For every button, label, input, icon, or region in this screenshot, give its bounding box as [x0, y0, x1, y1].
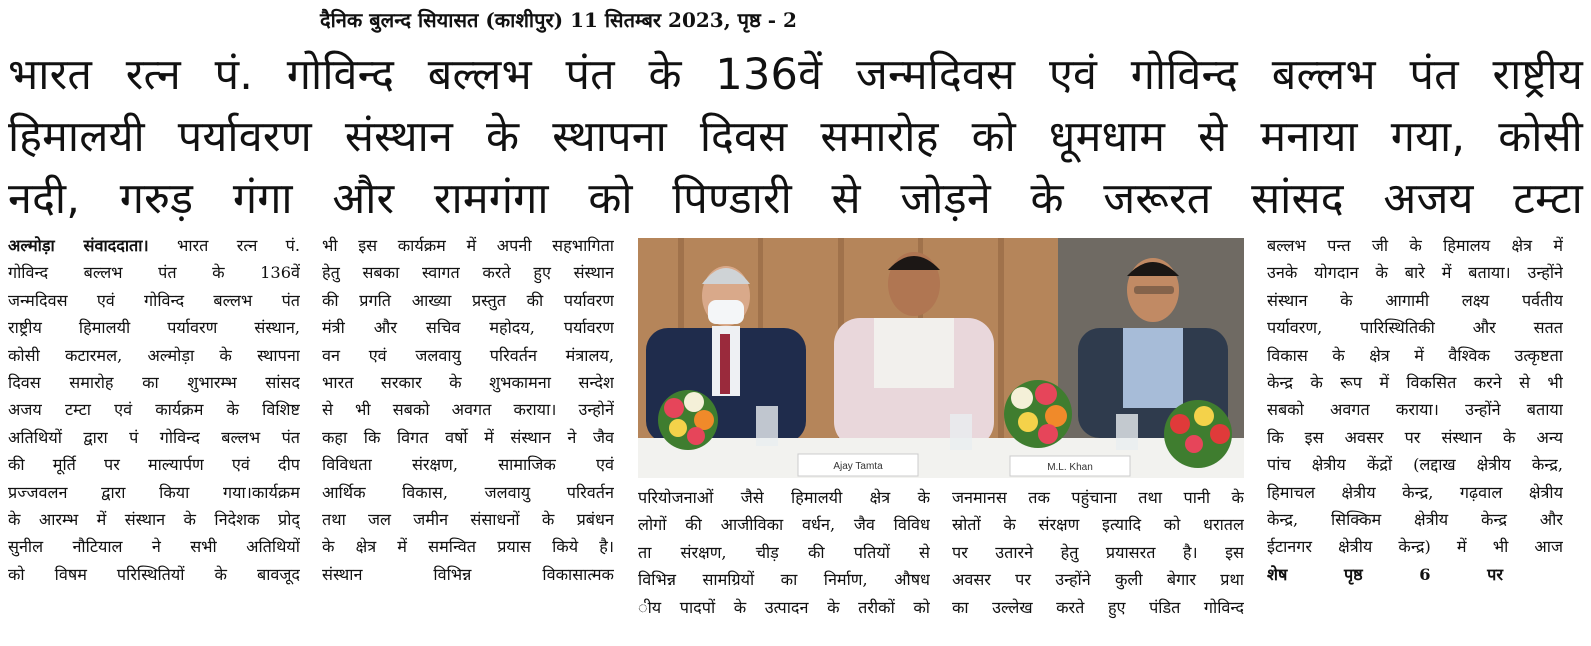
- column-line: भारत सरकार के शुभकामना सन्देश: [322, 372, 614, 392]
- event-photo-illustration: [638, 238, 1244, 478]
- newspaper-masthead: दैनिक बुलन्द सियासत (काशीपुर) 11 सितम्बर 2023, पृष्ठ - 2: [320, 8, 797, 32]
- column-line: राष्ट्रीय हिमालयी पर्यावरण संस्थान,: [8, 318, 300, 338]
- headline-line-1: भारत रत्न पं. गोविन्द बल्लभ पंत के 136वें जन्मदिवस एवं गोविन्द बल्लभ पंत राष्ट्रीय: [8, 50, 1583, 100]
- column-line: ीय पादपों के उत्पादन के तरीकों को: [638, 597, 930, 617]
- column-line: दिवस समारोह का शुभारम्भ सांसद: [8, 372, 300, 392]
- column-line: उनके योगदान के बारे में बताया। उन्होंने: [1267, 263, 1563, 283]
- column-line: भी इस कार्यक्रम में अपनी सहभागिता: [322, 236, 614, 255]
- column-line: ईटानगर क्षेत्रीय केन्द्र) में भी आज: [1267, 537, 1563, 557]
- article-column-4: [952, 484, 1244, 621]
- column-line: जनमानस तक पहुंचाना तथा पानी के: [952, 488, 1244, 507]
- headline-line-3: नदी, गरुड़ गंगा और रामगंगा को पिण्डारी से जोड़ने के जरूरत सांसद अजय टम्टा: [8, 174, 1583, 224]
- column-line: लोगों की आजीविका वर्धन, जैव विविध: [638, 515, 930, 535]
- column-line: पर्यावरण, पारिस्थितिकी और सतत: [1267, 318, 1563, 338]
- column-line: विकास के क्षेत्र में वैश्विक उत्कृष्टता: [1267, 345, 1563, 365]
- article-column-3: [638, 484, 930, 621]
- byline: अल्मोड़ा संवाददाता।: [8, 236, 149, 255]
- column-line: तथा जल जमीन संसाधनों के प्रबंधन: [322, 509, 614, 529]
- column-line: बल्लभ पन्त जी के हिमालय क्षेत्र में: [1267, 236, 1563, 255]
- column-line: स्रोतों के संरक्षण इत्यादि को धरातल: [952, 515, 1244, 535]
- article-headline: [8, 44, 1583, 230]
- column-line: अजय टम्टा एवं कार्यक्रम के विशिष्ट: [8, 400, 300, 420]
- column-line: प्रज्जवलन द्वारा किया गया।कार्यक्रम: [8, 482, 300, 502]
- article-column-1: [8, 232, 300, 588]
- column-line: के आरम्भ में संस्थान के निदेशक प्रोद्: [8, 509, 300, 529]
- article-column-2: [322, 232, 614, 588]
- column-line: ता संरक्षण, चीड़ की पतियों से: [638, 542, 930, 562]
- column-line: की प्रगति आख्या प्रस्तुत की पर्यावरण: [322, 290, 614, 310]
- column-line: जन्मदिवस एवं गोविन्द बल्लभ पंत: [8, 290, 300, 310]
- column-line: अल्मोड़ा संवाददाता। भारत रत्न पं.: [8, 236, 300, 255]
- column-line: पांच क्षेत्रीय केंद्रों (लद्दाख क्षेत्रीय केन्द्र,: [1267, 455, 1563, 475]
- continued-on-page: शेष पृष्ठ 6 पर: [1267, 564, 1503, 584]
- column-line: वन एवं जलवायु परिवर्तन मंत्रालय,: [322, 345, 614, 365]
- column-line: संस्थान विभिन्न विकासात्मक: [322, 564, 614, 584]
- column-line: सबको अवगत कराया। उन्होंने बताया: [1267, 400, 1563, 420]
- column-line: कोसी कटारमल, अल्मोड़ा के स्थापना: [8, 345, 300, 365]
- nameplate-left: Ajay Tamta: [833, 461, 883, 472]
- headline-line-2: हिमालयी पर्यावरण संस्थान के स्थापना दिवस समारोह को धूमधाम से मनाया गया, कोसी: [8, 112, 1583, 162]
- column-line: हेतु सबका स्वागत करते हुए संस्थान: [322, 263, 614, 283]
- column-line: से भी सबको अवगत कराया। उन्होनें: [322, 400, 614, 420]
- column-line: की मूर्ति पर माल्यार्पण एवं दीप: [8, 455, 300, 475]
- event-photo: [638, 238, 1244, 478]
- column-line: हिमाचल क्षेत्रीय केन्द्र, गढ़वाल क्षेत्रीय: [1267, 482, 1563, 502]
- column-line: संस्थान के आगामी लक्ष्य पर्वतीय: [1267, 290, 1563, 310]
- column-line: को विषम परिस्थितियों के बावजूद: [8, 564, 300, 584]
- column-line: केन्द्र, सिक्किम क्षेत्रीय केन्द्र और: [1267, 509, 1563, 529]
- column-line: अवसर पर उन्होंने कुली बेगार प्रथा: [952, 570, 1244, 590]
- column-line: आर्थिक विकास, जलवायु परिवर्तन: [322, 482, 614, 502]
- column-line: पर उतारने हेतु प्रयासरत है। इस: [952, 542, 1244, 562]
- column-line: कहा कि विगत वर्षो में संस्थान ने जैव: [322, 427, 614, 447]
- column-line: के क्षेत्र में समन्वित प्रयास किये है।: [322, 537, 614, 557]
- column-line: गोविन्द बल्लभ पंत के 136वें: [8, 263, 300, 283]
- column-line: अतिथियों द्वारा पं गोविन्द बल्लभ पंत: [8, 427, 300, 447]
- article-column-5: [1267, 232, 1563, 588]
- column-line: विविधता संरक्षण, सामाजिक एवं: [322, 455, 614, 475]
- column-line: परियोजनाओं जैसे हिमालयी क्षेत्र के: [638, 488, 930, 507]
- column-line: मंत्री और सचिव महोदय, पर्यावरण: [322, 318, 614, 338]
- column-line: केन्द्र के रूप में विकसित करने से भी: [1267, 372, 1563, 392]
- column-line: का उल्लेख करते हुए पंडित गोविन्द: [952, 597, 1244, 617]
- column-line: कि इस अवसर पर संस्थान के अन्य: [1267, 427, 1563, 447]
- column-line: सुनील नौटियाल ने सभी अतिथियों: [8, 537, 300, 557]
- nameplate-right: M.L. Khan: [1047, 462, 1093, 473]
- column-line: विभिन्न सामग्रियों का निर्माण, औषध: [638, 570, 930, 590]
